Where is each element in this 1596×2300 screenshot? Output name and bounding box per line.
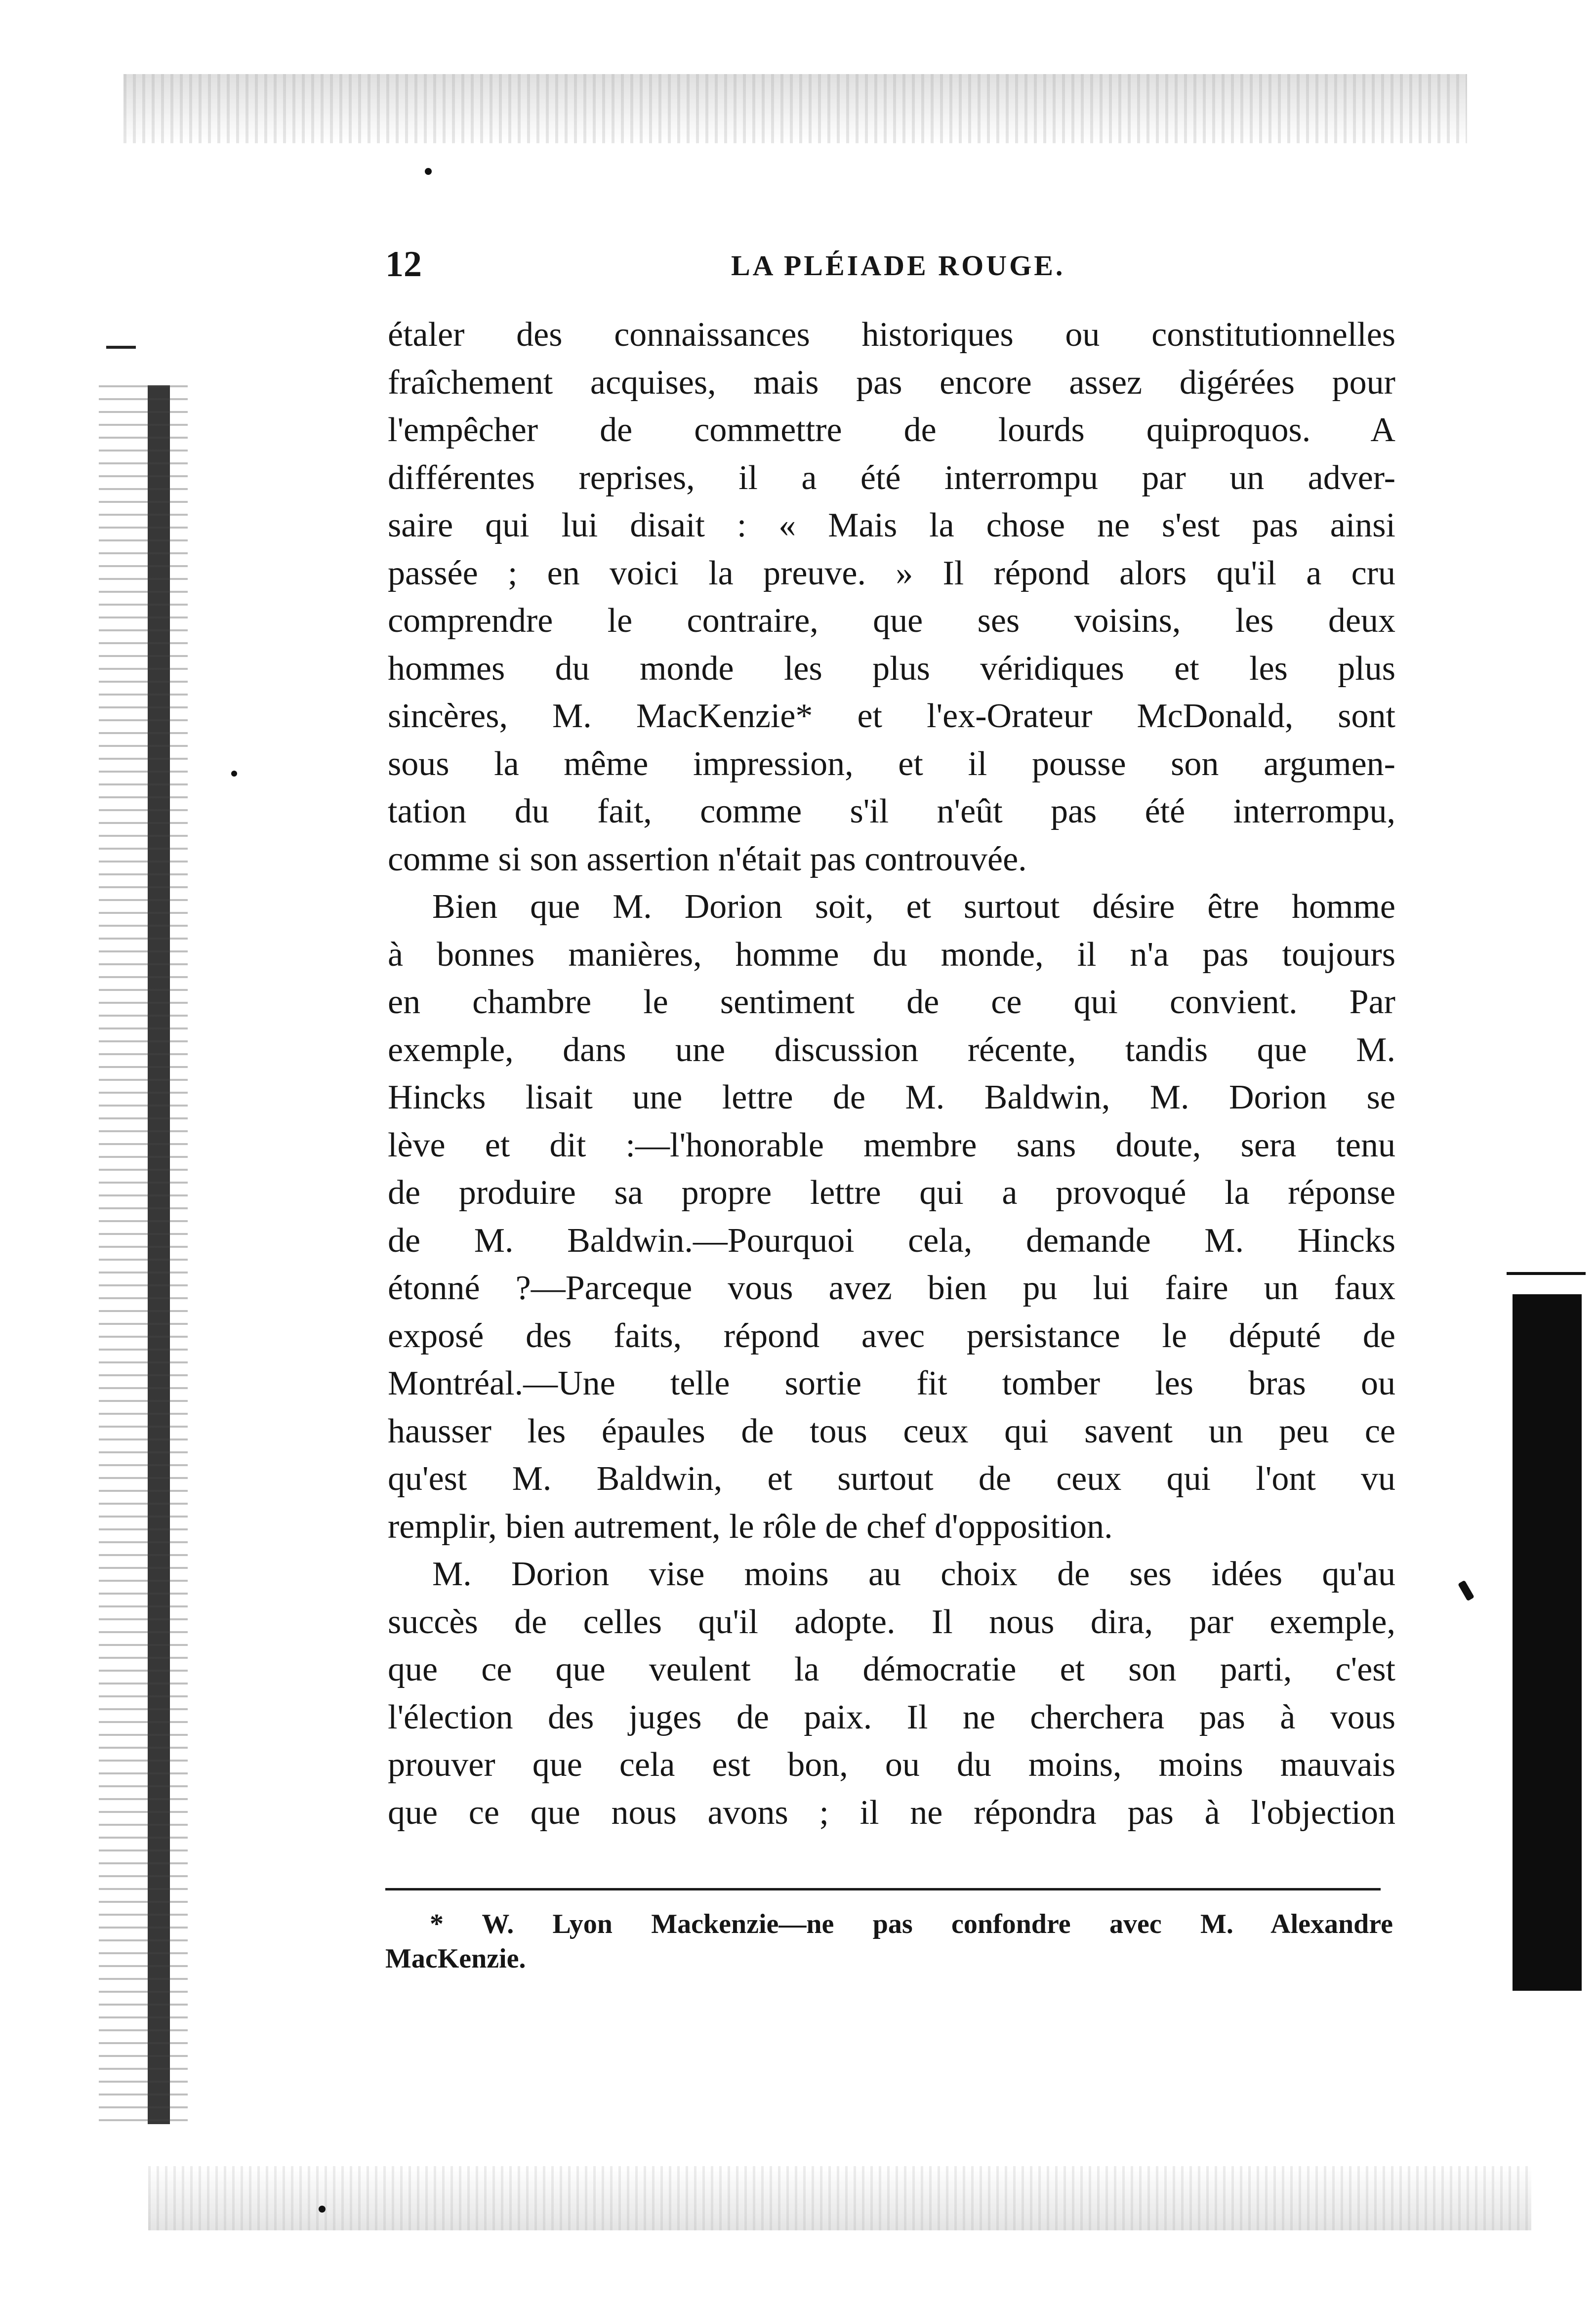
text-line: comprendre le contraire, que ses voisins, les deux	[388, 602, 1395, 640]
edge-line-right	[1507, 1272, 1586, 1275]
text-line: exposé des faits, répond avec persistance le député de	[388, 1316, 1395, 1355]
text-line: l'élection des juges de paix. Il ne cherchera pas à vous	[388, 1698, 1395, 1736]
scan-noise-bottom	[148, 2166, 1531, 2230]
specks	[1458, 1580, 1474, 1602]
footnote-rule	[385, 1888, 1381, 1890]
text-line: succès de celles qu'il adopte. Il nous dira, par exemple,	[388, 1602, 1395, 1641]
text-line: passée ; en voici la preuve. » Il répond alors qu'il a cru	[388, 554, 1395, 592]
text-line: de M. Baldwin.—Pourquoi cela, demande M. Hincks	[388, 1221, 1395, 1260]
footnote-line: * W. Lyon Mackenzie—ne pas confondre avec M. Alexandre	[430, 1909, 1393, 1939]
text-line: fraîchement acquises, mais pas encore assez digérées pour	[388, 363, 1395, 402]
text-line: étonné ?—Parceque vous avez bien pu lui faire un faux	[388, 1269, 1395, 1307]
text-line: à bonnes manières, homme du monde, il n'a pas toujours	[388, 935, 1395, 974]
text-line: de produire sa propre lettre qui a provoqué la réponse	[388, 1174, 1395, 1212]
text-line: tation du fait, comme s'il n'eût pas été interrompu,	[388, 792, 1395, 830]
text-line: différentes reprises, il a été interrompu par un adver-	[388, 458, 1395, 497]
paragraph-start-line: M. Dorion vise moins au choix de ses idées qu'au	[432, 1555, 1395, 1593]
text-line: l'empêcher de commettre de lourds quiproquos. A	[388, 411, 1395, 449]
text-line: Hincks lisait une lettre de M. Baldwin, M. Dorion se	[388, 1078, 1395, 1116]
page-header	[385, 244, 1398, 285]
text-line: étaler des connaissances historiques ou constitutionnelles	[388, 316, 1395, 354]
text-line: exemple, dans une discussion récente, tandis que M.	[388, 1030, 1395, 1069]
text-line: sous la même impression, et il pousse son argumen-	[388, 744, 1395, 783]
paragraph-start-line: Bien que M. Dorion soit, et surtout désire être homme	[432, 888, 1395, 926]
binding-tick-mark	[106, 346, 136, 349]
specks	[425, 168, 432, 175]
text-line: hommes du monde les plus véridiques et les plus	[388, 649, 1395, 688]
scan-noise-top	[123, 74, 1467, 143]
specks	[231, 771, 237, 777]
binding-edge-left	[99, 385, 188, 2124]
footnote-line: MacKenzie.	[385, 1943, 526, 1974]
paragraph-end-line: comme si son assertion n'était pas controuvée.	[388, 840, 1027, 878]
text-line: saire qui lui disait : « Mais la chose ne s'est pas ainsi	[388, 506, 1395, 544]
page-number: 12	[385, 244, 422, 285]
text-line: prouver que cela est bon, ou du moins, moins mauvais	[388, 1746, 1395, 1784]
specks	[319, 2206, 326, 2213]
text-line: qu'est M. Baldwin, et surtout de ceux qui l'ont vu	[388, 1460, 1395, 1498]
footnote	[385, 1907, 1393, 1976]
text-line: en chambre le sentiment de ce qui convient. Par	[388, 983, 1395, 1021]
body-text	[388, 311, 1395, 1837]
text-line: Montréal.—Une telle sortie fit tomber les bras ou	[388, 1364, 1395, 1402]
running-title: LA PLÉIADE ROUGE.	[731, 249, 1065, 282]
text-line: hausser les épaules de tous ceux qui savent un peu ce	[388, 1412, 1395, 1450]
paragraph-end-line: remplir, bien autrement, le rôle de chef d'opposition.	[388, 1507, 1113, 1546]
text-line: que ce que nous avons ; il ne répondra pas à l'objection	[388, 1793, 1395, 1832]
text-line: que ce que veulent la démocratie et son parti, c'est	[388, 1650, 1395, 1688]
text-line: lève et dit :—l'honorable membre sans doute, sera tenu	[388, 1126, 1395, 1164]
edge-shadow-right	[1513, 1294, 1582, 1991]
text-line: sincères, M. MacKenzie* et l'ex-Orateur McDonald, sont	[388, 697, 1395, 735]
